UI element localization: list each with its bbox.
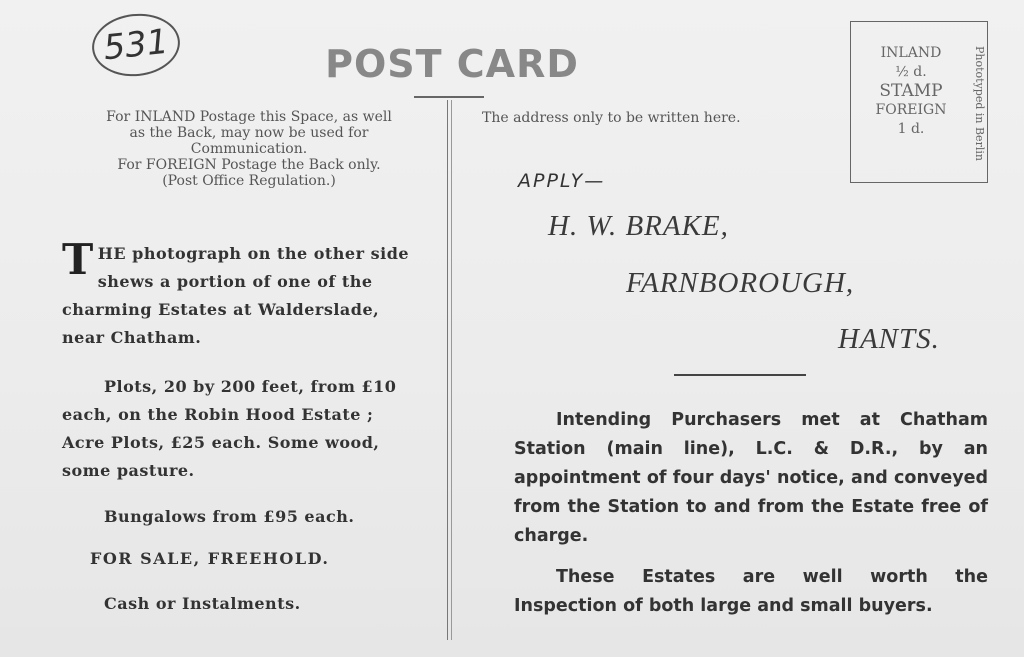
stamp-foreign: FOREIGN [875,102,947,118]
stamp-inland-rate: ½ d. [895,64,927,80]
reference-number: 531 [89,10,183,81]
stamp-inland: INLAND [880,45,942,61]
note-line: Communication. [190,141,308,157]
address-town: FARNBOROUGH, [626,267,855,299]
stamp-foreign-rate: 1 d. [897,121,925,137]
purchasers-info [514,406,988,551]
stamp-label: STAMP [879,81,943,101]
address-rule [674,374,806,376]
center-divider-shadow [451,100,452,640]
drop-cap: T [62,235,94,284]
address-county: HANTS. [838,323,940,355]
address-instruction: The address only to be written here. [482,110,741,126]
note-line: For FOREIGN Postage the Back only. [117,157,381,173]
estate-description [62,235,422,352]
note-line: (Post Office Regulation.) [162,173,336,189]
estates-worth [514,563,988,621]
stamp-box [850,21,988,183]
description-text: HE photograph on the other side shews a portion of one of the charming Estates at Walderslade, near Chatham. [62,244,410,347]
address-name: H. W. BRAKE, [548,210,729,242]
note-line: For INLAND Postage this Space, as well [106,109,392,125]
page-title: POST CARD [325,42,579,86]
for-sale-freehold: FOR SALE, FREEHOLD. [90,549,330,568]
payment-terms: Cash or Instalments. [104,594,301,613]
estates-text: These Estates are well worth the Inspection of both large and small buyers. [514,567,988,616]
purchasers-text: Intending Purchasers met at Chatham Station (main line), L.C. & D.R., by an appointment of four days' notice, and conveyed from the Station to and from the Estate free of charge. [514,410,988,546]
center-divider [447,100,448,640]
title-rule [414,96,484,98]
printer-credit: Phototyped in Berlin [973,45,986,161]
postage-regulation-note [70,109,428,189]
plots-text: Plots, 20 by 200 feet, from £10 each, on the Robin Hood Estate ; Acre Plots, £25 each. Some wood, some pasture. [62,377,397,480]
note-line: as the Back, may now be used for [129,125,369,141]
bungalows-price: Bungalows from £95 each. [104,507,355,526]
apply-label: APPLY— [518,170,606,192]
plots-info [62,373,422,485]
